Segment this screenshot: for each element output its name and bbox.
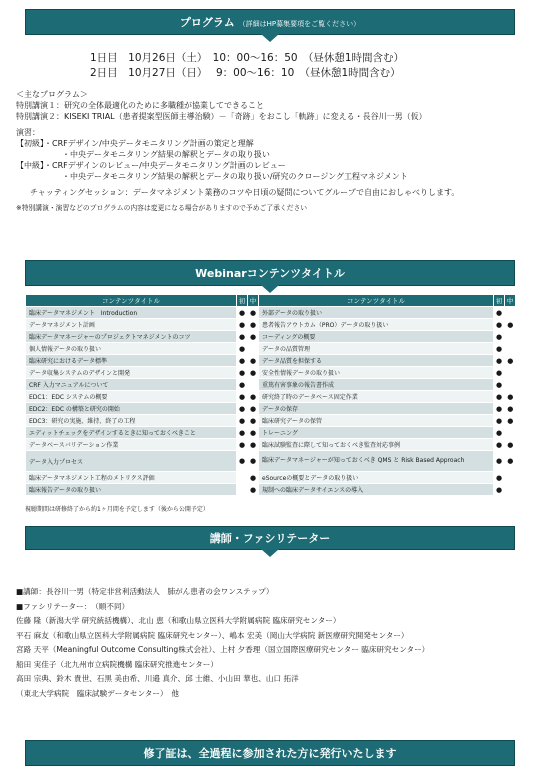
schedule-dates <box>90 51 404 81</box>
content-title-right: 患者報告アウトカム（PRO）データの取り扱い <box>259 319 494 331</box>
content-title-left: 臨床データマネジメント Introduction <box>26 307 237 319</box>
mid-mark-left: ● <box>248 439 259 451</box>
table-row <box>26 451 516 472</box>
mid-mark-left: ● <box>248 451 259 472</box>
webinar-contents-table <box>25 294 516 496</box>
basic-mark-left: ● <box>237 415 248 427</box>
content-title-left: データ入力プロセス <box>26 451 237 472</box>
mid-mark-right: ● <box>505 391 516 403</box>
basic-mark-right: ● <box>494 451 505 472</box>
content-title-right: 臨床データマネージャーが知っておくべき QMS と Risk Based Approach <box>259 451 494 472</box>
basic-mark-left: ● <box>237 379 248 391</box>
basic-mark-left: ● <box>237 403 248 415</box>
table-row <box>26 355 516 367</box>
content-title-left: 臨床データマネジメント工程のメトリクス評価 <box>26 472 237 484</box>
mid-mark-left: ● <box>248 391 259 403</box>
table-row <box>26 484 516 496</box>
mid-mark-left: ● <box>248 355 259 367</box>
program-banner-note: （詳細はHP募集要項をご覧ください） <box>238 20 361 28</box>
table-row <box>26 319 516 331</box>
basic-mark-right: ● <box>494 331 505 343</box>
facilitator-line: （東北大学病院 臨床試験データセンター） 他 <box>16 688 179 698</box>
content-title-right: データの保存 <box>259 403 494 415</box>
table-row <box>26 403 516 415</box>
basic-mark-right: ● <box>494 415 505 427</box>
mid-mark-left: ● <box>248 319 259 331</box>
exercise-mid-1: 【中級】・CRFデザインのレビュー/中央データモニタリング計画のレビュー <box>16 161 286 170</box>
facilitator-banner <box>25 526 515 550</box>
banner-arrow <box>261 285 279 293</box>
basic-mark-right: ● <box>494 379 505 391</box>
date-row-day2: 2日目 10月27日（日） 9：00～16：10 （昼休憩1時間含む） <box>90 67 401 79</box>
special-lecture-2: 特別講演２：KISEKI TRIAL（患者提案型医師主導治験）－「奇跡」をおこし「軌跡」に変える・長谷川一男（仮） <box>16 112 427 121</box>
content-title-left: EDC2：EDC の構築と研究の開始 <box>26 403 237 415</box>
exercise-basic-1: 【初級】・CRFデザイン/中央データモニタリング計画の策定と理解 <box>16 139 254 148</box>
content-title-left: EDC1：EDC システムの概要 <box>26 391 237 403</box>
mid-mark-right <box>505 472 516 484</box>
mid-mark-right: ● <box>505 403 516 415</box>
basic-mark-right: ● <box>494 391 505 403</box>
facilitator-list <box>16 585 531 701</box>
mid-mark-left <box>248 379 259 391</box>
content-title-left: データマネジメント計画 <box>26 319 237 331</box>
basic-mark-right: ● <box>494 472 505 484</box>
mid-mark-right <box>505 331 516 343</box>
basic-mark-left: ● <box>237 319 248 331</box>
content-title-right: 研究終了時のデータベース固定作業 <box>259 391 494 403</box>
basic-mark-left: ● <box>237 451 248 472</box>
content-title-right: データの品質管理 <box>259 343 494 355</box>
facilitator-heading: ■ファシリテーター： （順不同） <box>16 601 130 611</box>
mid-mark-left: ● <box>248 367 259 379</box>
webinar-banner <box>25 260 515 286</box>
special-lecture-1: 特別講演１：研究の全体最適化のために多職種が協業してできること <box>16 101 264 110</box>
basic-mark-left: ● <box>237 367 248 379</box>
facilitator-line: 平石 麻友（和歌山県立医科大学附属病院 臨床研究センター）、嶋本 宏美（岡山大学病院 新医療研究開発センター） <box>16 630 409 640</box>
webinar-banner-title: Webinarコンテンツタイトル <box>195 267 345 280</box>
mid-mark-left: ● <box>248 472 259 484</box>
mid-mark-right <box>505 379 516 391</box>
table-row <box>26 427 516 439</box>
lecturer: ■講師：長谷川一男（特定非営利活動法人 肺がん患者の会ワンステップ） <box>16 587 274 596</box>
table-row <box>26 307 516 319</box>
mid-mark-left: ● <box>248 307 259 319</box>
mid-mark-left: ● <box>248 427 259 439</box>
mid-mark-right: ● <box>505 439 516 451</box>
mid-mark-left: ● <box>248 331 259 343</box>
facilitator-line: 高田 宗典、鈴木 貴世、石黒 美由希、川邉 真介、邱 士維、小山田 華也、山口 拓洋 <box>16 674 299 683</box>
header-title-left: コンテンツタイトル <box>26 295 237 307</box>
mid-mark-left <box>248 343 259 355</box>
program-details <box>16 89 531 214</box>
content-title-right: 外部データの取り扱い <box>259 307 494 319</box>
content-title-left: CRF 入力マニュアルについて <box>26 379 237 391</box>
header-mid-left: 中 <box>248 295 259 307</box>
basic-mark-left: ● <box>237 391 248 403</box>
banner-arrow <box>261 549 279 557</box>
basic-mark-right: ● <box>494 439 505 451</box>
content-title-left: データ収集システムのデザインと開発 <box>26 367 237 379</box>
chatting-session: チャッティングセッション：データマネジメント業務のコツや日頃の疑問についてグループで自由におしゃべりします。 <box>30 188 460 197</box>
header-basic-right: 初 <box>494 295 505 307</box>
content-title-left: EDC3：研究の実施、維持、終了の工程 <box>26 415 237 427</box>
basic-mark-right: ● <box>494 319 505 331</box>
content-title-right: データ品質を担保する <box>259 355 494 367</box>
basic-mark-left: ● <box>237 307 248 319</box>
content-title-right: eSourceの概要とデータの取り扱い <box>259 472 494 484</box>
header-title-right: コンテンツタイトル <box>259 295 494 307</box>
facilitator-line: 佐藤 隆（新潟大学 研究統括機構）、北山 恵（和歌山県立医科大学附属病院 臨床研究センター） <box>16 616 341 625</box>
header-mid-right: 中 <box>505 295 516 307</box>
table-header-row <box>26 295 516 307</box>
basic-mark-left: ● <box>237 331 248 343</box>
table-row <box>26 379 516 391</box>
program-heading: ＜主なプログラム＞ <box>16 90 88 99</box>
basic-mark-right: ● <box>494 367 505 379</box>
basic-mark-left: ● <box>237 439 248 451</box>
content-title-right: 臨床試験監査に際して知っておくべき監査対応事例 <box>259 439 494 451</box>
basic-mark-left: ● <box>237 427 248 439</box>
exercise-mid-2: ・中央データモニタリング結果の解釈とデータの取り扱い/研究のクロージング工程マネジメント <box>62 172 408 181</box>
basic-mark-right: ● <box>494 307 505 319</box>
certificate-banner-title: 修了証は、全過程に参加された方に発行いたします <box>143 747 397 760</box>
mid-mark-right: ● <box>505 355 516 367</box>
content-title-right: 規制への臨床データサイエンスの導入 <box>259 484 494 496</box>
content-title-left: 個人情報データの取り扱い <box>26 343 237 355</box>
basic-mark-left <box>237 472 248 484</box>
table-row <box>26 331 516 343</box>
mid-mark-right: ● <box>505 319 516 331</box>
exercise-heading: 演習： <box>16 128 40 137</box>
banner-arrow <box>261 34 279 42</box>
content-title-left: 臨床報告データの取り扱い <box>26 484 237 496</box>
mid-mark-left: ● <box>248 403 259 415</box>
content-title-left: エディットチェックをデザインするときに知っておくべきこと <box>26 427 237 439</box>
program-banner-title: プログラム <box>179 16 235 29</box>
table-row <box>26 439 516 451</box>
facilitator-line: 船田 実佳子（北九州市立病院機構 臨床研究推進センター） <box>16 659 218 669</box>
header-basic-left: 初 <box>237 295 248 307</box>
content-title-left: データベースバリデーション作業 <box>26 439 237 451</box>
basic-mark-left: ● <box>237 343 248 355</box>
program-note: ※特別講演・演習などのプログラムの内容は変更になる場合がありますので予めご了承ください <box>16 204 308 212</box>
table-row <box>26 343 516 355</box>
content-title-right: 臨床研究データの保管 <box>259 415 494 427</box>
content-title-left: 臨床データマネージャーのプロジェクトマネジメントのコツ <box>26 331 237 343</box>
facilitator-line: 宮路 天平（Meaningful Outcome Consulting株式会社）、上村 夕香理（国立国際医療研究センター 臨床研究センター） <box>16 645 430 654</box>
facilitator-banner-title: 講師・ファシリテーター <box>209 532 331 545</box>
mid-mark-right <box>505 343 516 355</box>
basic-mark-left <box>237 484 248 496</box>
mid-mark-right: ● <box>505 451 516 472</box>
table-row <box>26 472 516 484</box>
basic-mark-right: ● <box>494 355 505 367</box>
content-title-right: 重篤有害事象の報告書作成 <box>259 379 494 391</box>
mid-mark-right: ● <box>505 415 516 427</box>
mid-mark-right <box>505 484 516 496</box>
content-title-right: コーディングの概要 <box>259 331 494 343</box>
table-row <box>26 415 516 427</box>
basic-mark-right: ● <box>494 484 505 496</box>
date-row-day1: 1日目 10月26日（土） 10：00～16：50 （昼休憩1時間含む） <box>90 52 405 64</box>
table-row <box>26 367 516 379</box>
content-title-right: 安全性情報データの取り扱い <box>259 367 494 379</box>
mid-mark-left: ● <box>248 484 259 496</box>
table-note: 視聴期間は研修終了から約1ヶ月間を予定します（後から公開予定） <box>25 506 209 513</box>
program-banner <box>25 9 515 35</box>
basic-mark-right: ● <box>494 403 505 415</box>
table-row <box>26 391 516 403</box>
mid-mark-right <box>505 367 516 379</box>
mid-mark-right <box>505 427 516 439</box>
content-title-left: 臨床研究におけるデータ標準 <box>26 355 237 367</box>
certificate-banner <box>25 740 515 766</box>
mid-mark-left: ● <box>248 415 259 427</box>
mid-mark-right <box>505 307 516 319</box>
basic-mark-right: ● <box>494 343 505 355</box>
basic-mark-right: ● <box>494 427 505 439</box>
basic-mark-left: ● <box>237 355 248 367</box>
exercise-basic-2: ・中央データモニタリング結果の解釈とデータの取り扱い <box>62 150 270 159</box>
content-title-right: トレーニング <box>259 427 494 439</box>
